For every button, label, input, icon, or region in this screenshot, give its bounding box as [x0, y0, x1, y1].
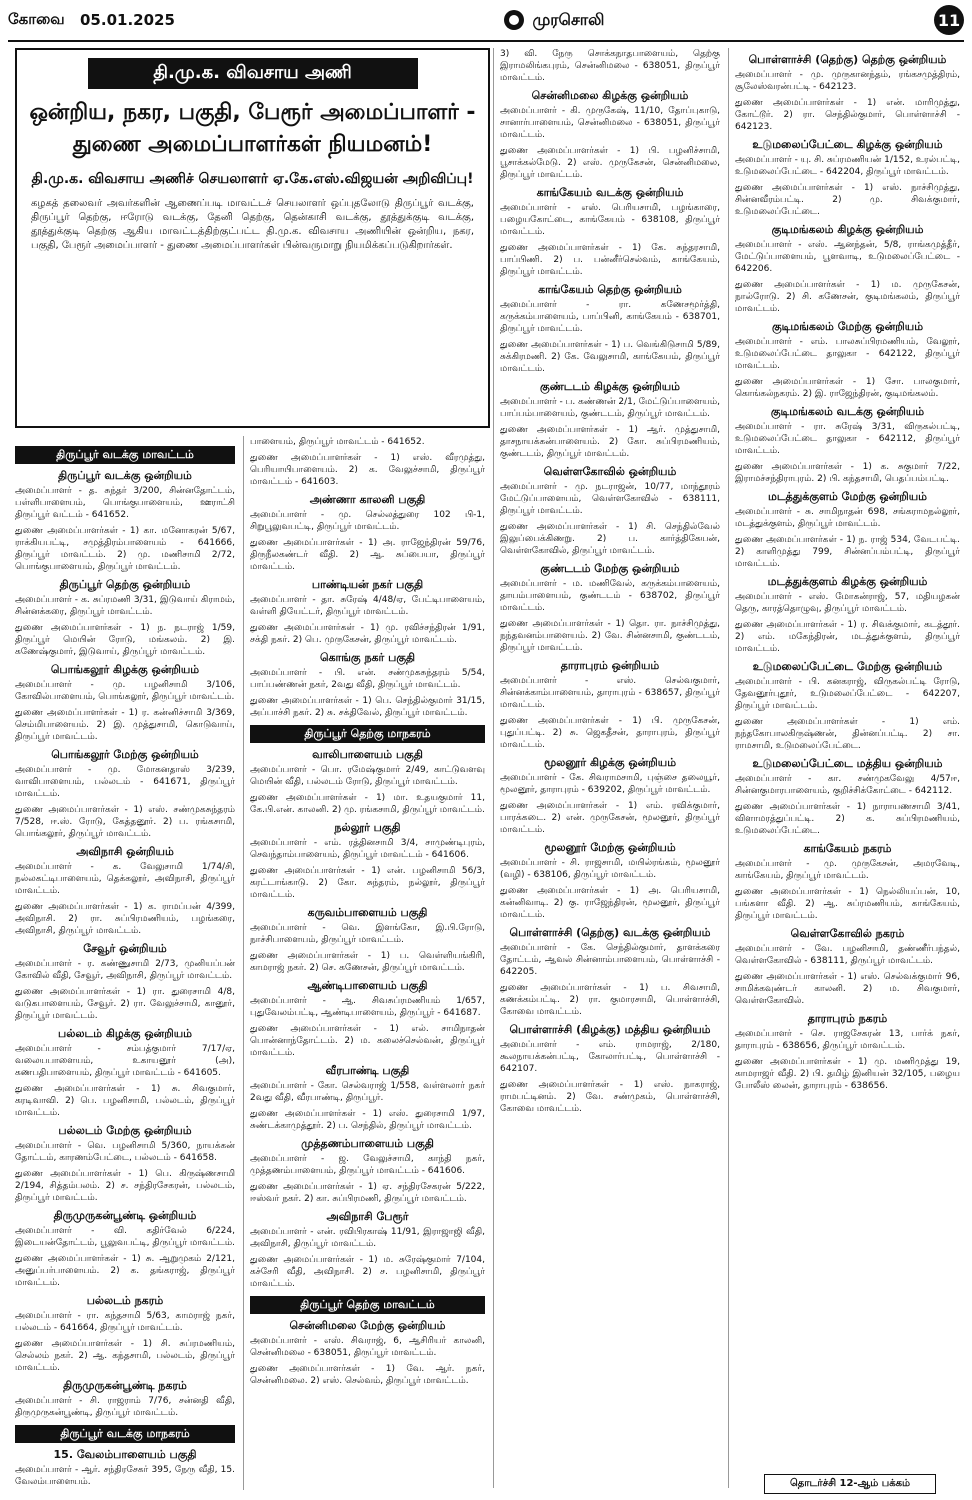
section-heading: குடிமங்கலம் மேற்கு ஒன்றியம் — [771, 320, 924, 333]
section-heading: வெள்ளகோவில் நகரம் — [790, 927, 905, 940]
section-heading: பொள்ளாச்சி (தெற்கு) வடக்கு ஒன்றியம் — [509, 926, 711, 939]
paragraph: துணை அமைப்பாளர்கள் - 1) சு. ஆறுமுகம் 2/121, அனுப்பர்பாளையம். 2) க. தங்கராஜ், திருப்பூர் மாவட்டம். — [15, 1254, 235, 1288]
paragraph: அமைப்பாளர் - சி. ராஜராம் 7/76, சன்னதி வீதி, திருமுருகன்பூண்டி, திருப்பூர் மாவட்டம். — [15, 1396, 235, 1418]
paragraph: அமைப்பாளர் - ஜ. வேலுச்சாமி, காந்தி நகர், முத்தணம்பாளையம், திருப்பூர் மாவட்டம் - 641606. — [250, 1154, 485, 1176]
paragraph: அமைப்பாளர் - கா. சண்முகவேலு 4/57ஈ, சின்னகுமாரபாளையம், குறிச்சிக்கோட்டை - 642112. — [735, 774, 960, 796]
masthead-brand — [504, 10, 604, 31]
column-4 — [735, 48, 960, 1096]
paragraph: அமைப்பாளர் - கி. முருகேஷ், 11/10, தோப்புகாடு, சானார்பாளையம், சென்னிமலை - 638051, திருப்பூர் மாவட்டம். — [500, 106, 720, 140]
paragraph: அமைப்பாளர் - கே. செந்தில்குமார், தாளக்கரை தோட்டம், ஆவல் சின்னாம்பாளையம், பொள்ளாச்சி - 642205. — [500, 943, 720, 977]
paragraph: அமைப்பாளர் - ஆர். சந்திரசேகர் 395, நேரு வீதி, 15. வேலம்பாளையம். — [15, 1465, 235, 1487]
section-heading: திருப்பூர் வடக்கு ஒன்றியம் — [58, 469, 192, 482]
paragraph: அமைப்பாளர் - எஸ். செல்வகுமார், சின்னக்காம்பாளையம், தாராபுரம் - 638657, திருப்பூர் மாவட்டம். — [500, 676, 720, 710]
wing-title: தி.மு.க. விவசாய அணி — [88, 58, 418, 89]
masthead — [8, 0, 964, 42]
paragraph: துணை அமைப்பாளர்கள் - 1) ர. கன்னிச்சாமி 3/369, செம்மிபாளையம். 2) இ. முத்துசாமி, கொடுவாய், திருப்பூர் மாவட்டம். — [15, 708, 235, 742]
section-heading: பொள்ளாச்சி (தெற்கு) தெற்கு ஒன்றியம் — [748, 53, 947, 66]
section-heading: மடத்துக்குளம் கிழக்கு ஒன்றியம் — [767, 575, 928, 588]
paragraph: துணை அமைப்பாளர்கள் - 1) ரா. துரைசாமி 4/8, வடுகபாளையம், சேவூர். 2) ரா. வேலுச்சாமி, கானூர், திருப்பூர் மாவட்டம். — [15, 987, 235, 1021]
section-heading: தாராபுரம் நகரம் — [807, 1012, 888, 1025]
column-divider — [243, 436, 244, 1490]
section-heading: மூலனூர் கிழக்கு ஒன்றியம் — [543, 756, 677, 769]
section-heading: குடிமங்கலம் வடக்கு ஒன்றியம் — [770, 405, 925, 418]
paragraph: துணை அமைப்பாளர்கள் - 1) ம. முருகேசன், நால்ரோடு. 2) சி. கணேசன், குடிமங்கலம், திருப்பூர் மாவட்டம். — [735, 280, 960, 314]
paragraph: அமைப்பாளர் - ம. மணிவேல், கருக்கம்பாளையம், தாயம்பாளையம், குண்டடம் - 638702, திருப்பூர் மாவட்டம். — [500, 579, 720, 613]
paragraph: அமைப்பாளர் - வே. பழனிசாமி, தண்ணீர்பந்தல், வெள்ளகோவில் - 638111, திருப்பூர் மாவட்டம். — [735, 944, 960, 966]
section-heading: சென்னிமலை கிழக்கு ஒன்றியம் — [531, 89, 689, 102]
paragraph: துணை அமைப்பாளர்கள் - 1) எம். ரவிக்குமார், பாரக்கடை. 2) என். முருகேசன், மூலனூர், திருப்பூர் மாவட்டம். — [500, 801, 720, 835]
section-heading: பல்லடம் நகரம் — [86, 1294, 164, 1307]
page-number: 11 — [934, 5, 964, 35]
paragraph: அமைப்பாளர் - வி. கதிர்வேல் 6/224, இடையன்தோட்டம், பூலுவபட்டி, திருப்பூர் மாவட்டம். — [15, 1226, 235, 1248]
lead-paragraph: கழகத் தலைவர் அவர்களின் ஆணைப்படி மாவட்டச் செயலாளர் ஒப்புதலோடு திருப்பூர் வடக்கு, திருப்பூர் தெற்கு, ஈரோடு வடக்கு, தேனி தெற்கு, தென்காசி வடக்கு, தூத்துக்குடி வடக்கு, தூத்துக்குடி தெற்கு ஆகிய மாவட்டத்திற்குட்பட்ட தி.மு.க. விவசாய அணியின் ஒன்றிய, நகர, பகுதி, பேரூர் அமைப்பாளர் - துணை அமைப்பாளர்கள் பின்வருமாறு நியமிக்கப்படுகிறார்கள். — [31, 198, 474, 251]
paragraph: துணை அமைப்பாளர்கள் - 1) எஸ். சண்முகசுந்தரம் 7/528, ஈ.ஸ். ரோடு, கேத்தனூர். 2) ப. ரங்கசாமி, பொங்கலூர், திருப்பூர் மாவட்டம். — [15, 805, 235, 839]
paragraph: துணை அமைப்பாளர்கள் - 1) எல். சாமிநாதன் பொன்னாந்தோட்டம். 2) ம. கலைச்செல்வன், திருப்பூர் மாவட்டம். — [250, 1024, 485, 1058]
paragraph: அமைப்பாளர் - மு. பழனிசாமி 3/106, கோவில்பாளையம், பொங்கலூர், திருப்பூர் மாவட்டம். — [15, 680, 235, 702]
brand-name: முரசொலி — [532, 9, 605, 29]
masthead-city: கோவை — [8, 10, 65, 28]
section-heading: வெள்ளகோவில் ஒன்றியம் — [543, 465, 677, 478]
paper-logo-icon — [504, 10, 524, 30]
paragraph: துணை அமைப்பாளர்கள் - 1) ஆர். முத்துசாமி, தாசநாயக்கன்பாளையம். 2) கோ. சுப்பிரமணியம், குண்டடம், திருப்பூர் மாவட்டம். — [500, 425, 720, 459]
paragraph: அமைப்பாளர் - சு. சாமிநாதன் 698, சங்கராமநல்லூர், மடத்துக்குளம், திருப்பூர் மாவட்டம். — [735, 507, 960, 529]
paragraph: துணை அமைப்பாளர்கள் - 1) அ. பெரியசாமி, கன்னிவாடி. 2) கு. ராஜேந்திரன், மூலனூர், திருப்பூர் மாவட்டம். — [500, 886, 720, 920]
section-heading: குடிமங்கலம் கிழக்கு ஒன்றியம் — [771, 223, 924, 236]
section-heading: உடுமலைப்பேட்டை மேற்கு ஒன்றியம் — [752, 660, 943, 673]
paragraph: துணை அமைப்பாளர்கள் - 1) எஸ். துரைசாமி 1/97, சுண்டக்காமுத்தூர். 2) ப. செந்தில், திருப்பூர் மாவட்டம். — [250, 1109, 485, 1131]
district-heading: திருப்பூர் தெற்கு மாவட்டம் — [250, 1296, 485, 1314]
paragraph: துணை அமைப்பாளர்கள் - 1) சி. சுப்ரமணியம், செல்லம் நகர். 2) ஆ. கந்தசாமி, பல்லடம், திருப்பூர் மாவட்டம். — [15, 1339, 235, 1373]
paragraph: அமைப்பாளர் - வெ. இளங்கோ, இ.பி.ரோடு, நாச்சிபாளையம், திருப்பூர் மாவட்டம். — [250, 923, 485, 945]
section-heading: வாலிபாளையம் பகுதி — [312, 748, 423, 761]
paragraph: துணை அமைப்பாளர்கள் - 1) அ. ராஜேந்திரன் 59/76, திருநீலகண்டர் வீதி. 2) ஆ. சுப்பையா, திருப்பூர் மாவட்டம். — [250, 538, 485, 572]
paragraph: அமைப்பாளர் - யு. சி. சுப்ரமணியன் 1/152, உரல்பட்டி, உடுமலைப்பேட்டை - 642204, திருப்பூர் மாவட்டம். — [735, 155, 960, 177]
section-heading: கருவம்பாளையம் பகுதி — [307, 906, 428, 919]
section-heading: காங்கேயம் வடக்கு ஒன்றியம் — [536, 186, 684, 199]
section-heading: காங்கேயம் தெற்கு ஒன்றியம் — [538, 283, 682, 296]
section-heading: பொள்ளாச்சி (கிழக்கு) மத்திய ஒன்றியம் — [509, 1023, 711, 1036]
paragraph: துணை அமைப்பாளர்கள் - 1) ந. ராஜ் 534, வேடபட்டி. 2) காளிமுத்து 799, சின்னப்பம்பட்டி, திருப்பூர் மாவட்டம். — [735, 535, 960, 569]
paragraph: பாளையம், திருப்பூர் மாவட்டம் - 641652. — [250, 437, 425, 447]
paragraph: அமைப்பாளர் - சம்பத்குமார் 7/17/ஏ, வலையபாளையம், உகாயனூர் (அ), கணபதிபாளையம், திருப்பூர் மாவட்டம் - 641605. — [15, 1044, 235, 1078]
column-3 — [500, 48, 720, 1119]
section-heading: காங்கேயம் நகரம் — [803, 842, 892, 855]
main-headline-line2: துணை அமைப்பாளர்கள் நியமனம்! — [72, 132, 433, 157]
paragraph: அமைப்பாளர் - பி. என். சண்முகசுந்தரம் 5/54, பாப்பண்ணன் நகர், 2வது வீதி, திருப்பூர் மாவட்டம். — [250, 668, 485, 690]
column-2 — [250, 436, 485, 1391]
section-heading: சேவூர் ஒன்றியம் — [83, 942, 167, 955]
headline-block — [15, 48, 490, 428]
main-headline — [17, 97, 488, 161]
paragraph: துணை அமைப்பாளர்கள் - 1) ப. வெள்ளியங்கிரி, காமராஜ் நகர். 2) செ. கணேசன், திருப்பூர் மாவட்டம். — [250, 951, 485, 973]
section-heading: அவிநாசி பேரூர் — [326, 1210, 409, 1223]
paragraph: துணை அமைப்பாளர்கள் - 1) பெ. செந்தில்குமார் 31/15, அப்பாச்சி நகர். 2) சு. சக்திவேல், திருப்பூர் மாவட்டம். — [250, 696, 485, 718]
paragraph: துணை அமைப்பாளர்கள் - 1) க. சுகுமார் 7/22, இராமச்சந்திராபுரம். 2) பி. கந்தசாமி, பெதப்பம்பட்டி. — [735, 462, 960, 484]
section-heading: அண்ணா காலனி பகுதி — [309, 493, 426, 506]
section-heading: பாண்டியன் நகர் பகுதி — [311, 578, 424, 591]
section-heading: திருப்பூர் தெற்கு ஒன்றியம் — [59, 578, 191, 591]
section-heading: கொங்கு நகர் பகுதி — [319, 651, 416, 664]
paragraph: அமைப்பாளர் - ரா. கந்தசாமி 5/63, காமராஜ் நகர், பல்லடம் - 641664, திருப்பூர் மாவட்டம். — [15, 1311, 235, 1333]
paragraph: துணை அமைப்பாளர்கள் - 1) நாராயணசாமி 3/41, விளாமரத்துப்பட்டி. 2) க. சுப்பிரமணியம், உடுமலைப்பேட்டை. — [735, 802, 960, 836]
section-heading: நல்லூர் பகுதி — [334, 821, 401, 834]
section-heading: ஆண்டிபாளையம் பகுதி — [307, 979, 428, 992]
continuation-note: தொடர்ச்சி 12-ஆம் பக்கம் — [764, 1474, 936, 1494]
paragraph: அமைப்பாளர் - செ. ராஜசேகரன் 13, பார்க் நகர், தாராபுரம் - 638656, திருப்பூர் மாவட்டம். — [735, 1029, 960, 1051]
paragraph: துணை அமைப்பாளர்கள் - 1) மு. ரவிச்சந்திரன் 1/91, சக்தி நகர். 2) பெ. முருகேசன், திருப்பூர் மாவட்டம். — [250, 623, 485, 645]
paragraph: அமைப்பாளர் - பி. கனகராஜ், விருகல்பட்டி ரோடு, தேவனூர்புதூர், உடுமலைப்பேட்டை - 642207, திருப்பூர் மாவட்டம். — [735, 677, 960, 711]
paragraph: அமைப்பாளர் - வெ. பழனிசாமி 5/360, நாயக்கன் தோட்டம், காரணம்பேட்டை, பல்லடம் - 641658. — [15, 1141, 235, 1163]
paragraph: துணை அமைப்பாளர்கள் - 1) க. ராமப்பன் 4/399, அவிநாசி. 2) ரா. சுப்பிரமணியம், பழங்கரை, அவிநாசி, திருப்பூர் மாவட்டம். — [15, 902, 235, 936]
column-1 — [15, 440, 235, 1492]
section-heading: உடுமலைப்பேட்டை மத்திய ஒன்றியம் — [752, 757, 943, 770]
paragraph: துணை அமைப்பாளர்கள் - 1) பி. முருகேசன், புதுப்பட்டி. 2) சு. ஜெகதீசன், தாராபுரம், திருப்பூர் மாவட்டம். — [500, 716, 720, 750]
paragraph: துணை அமைப்பாளர்கள் - 1) என். பழனிசாமி 56/3, கரட்டாங்காடு. 2) கோ. சுந்தரம், நல்லூர், திருப்பூர் மாவட்டம். — [250, 866, 485, 900]
paragraph: அமைப்பாளர் - சி. ராஜசாமி, மயில்ரங்கம், மூலனூர் (வழி) - 638106, திருப்பூர் மாவட்டம். — [500, 858, 720, 880]
paragraph: துணை அமைப்பாளர்கள் - 1) ப. சிவசாமி, கணக்கம்பட்டி. 2) ரா. குமாரசாமி, பொள்ளாச்சி, கோவை மாவட்டம். — [500, 983, 720, 1017]
section-heading: உடுமலைப்பேட்டை கிழக்கு ஒன்றியம் — [752, 138, 943, 151]
paragraph: துணை அமைப்பாளர்கள் - 1) தொ. ரா. நாச்சிமுத்து, நந்தவனம்பாளையம். 2) வே. சின்னசாமி, குண்டடம், திருப்பூர் மாவட்டம். — [500, 619, 720, 653]
paragraph: அமைப்பாளர் - எம். ரத்தினசாமி 3/4, சாமுண்டிபுரம், செவந்தாம்பாளையம், திருப்பூர் மாவட்டம் - 641606. — [250, 838, 485, 860]
paragraph: துணை அமைப்பாளர்கள் - 1) மு. மணிமுத்து 19, காமராஜர் வீதி. 2) பி. தமிழ் இனியன் 32/105, பழைய போலீஸ் லைன், தாராபுரம் - 638656. — [735, 1057, 960, 1091]
paragraph: துணை அமைப்பாளர்கள் - 1) கே. சுந்தரசாமி, பாப்பிணி. 2) ப. பன்னீர்செல்வம், காங்கேயம், திருப்பூர் மாவட்டம். — [500, 243, 720, 277]
paragraph: துணை அமைப்பாளர்கள் - 1) கா. மனோகரன் 5/67, ராக்கியபட்டி, சமுத்திரம்பாளையம் - 641666, திருப்பூர் மாவட்டம். 2) மு. மணிசாமி 2/72, பொங்குபாளையம், திருப்பூர் மாவட்டம். — [15, 526, 235, 572]
section-heading: தாராபுரம் ஒன்றியம் — [560, 659, 660, 672]
district-heading: திருப்பூர் தெற்கு மாநகரம் — [250, 725, 485, 743]
section-heading: முத்தணம்பாளையம் பகுதி — [301, 1137, 434, 1150]
paragraph: அமைப்பாளர் - எஸ். சிவராஜ், 6, ஆசிரியர் காலனி, சென்னிமலை - 638051, திருப்பூர் மாவட்டம். — [250, 1336, 485, 1358]
paragraph: அமைப்பாளர் - ரா. கணேசமூர்த்தி, கருக்கம்பாளையம், பாப்பினி, காங்கேயம் - 638701, திருப்பூர் மாவட்டம். — [500, 300, 720, 334]
section-heading: வீரபாண்டி பகுதி — [325, 1064, 410, 1077]
paragraph: அமைப்பாளர் - பொ. ரமேஷ்குமார் 2/49, காட்டுவளவு மெயின் வீதி, பல்லடம் ரோடு, திருப்பூர் மாவட்டம். — [250, 765, 485, 787]
paragraph: துணை அமைப்பாளர்கள் - 1) எஸ். நாகராஜ், ராமபட்டினம். 2) வே. சண்முகம், பொள்ளாச்சி, கோவை மாவட்டம். — [500, 1080, 720, 1114]
paragraph: அமைப்பாளர் - எஸ். மோகன்ராஜ், 57, மதியழகன் தெரு, காரத்தொழுவு, திருப்பூர் மாவட்டம். — [735, 592, 960, 614]
paragraph: துணை அமைப்பாளர்கள் - 1) பெ. கிருஷ்ணசாமி 2/194, சித்தம்பலம். 2) ச. சந்திரசேகரன், பல்லடம், திருப்பூர் மாவட்டம். — [15, 1169, 235, 1203]
paragraph: அமைப்பாளர் - க. சுப்ரமணி 3/31, இடுவாய் கிராமம், சின்னக்கரை, திருப்பூர் மாவட்டம். — [15, 595, 235, 617]
masthead-date: 05.01.2025 — [80, 11, 175, 29]
paragraph: துணை அமைப்பாளர்கள் - 1) சு. சிவகுமார், கரடிவாவி. 2) பெ. பழனிசாமி, பல்லடம், திருப்பூர் மாவட்டம். — [15, 1084, 235, 1118]
paragraph: அமைப்பாளர் - ரா. சுரேஷ் 3/31, விருகல்பட்டி, உடுமலைப்பேட்டை தாலுகா - 642112, திருப்பூர் மாவட்டம். — [735, 422, 960, 456]
paragraph: துணை அமைப்பாளர்கள் - 1) ப. வெங்கிடுசாமி 5/89, சுக்கிரமணி. 2) கே. வேலுசாமி, காங்கேயம், திருப்பூர் மாவட்டம். — [500, 340, 720, 374]
paragraph: அமைப்பாளர் - க. வேலுசாமி 1/74/சி, நல்லகட்டிபாளையம், தெக்கலூர், அவிநாசி, திருப்பூர் மாவட்டம். — [15, 862, 235, 896]
section-heading: பொங்கலூர் மேற்கு ஒன்றியம் — [51, 748, 199, 761]
section-heading: திருமுருகன்பூண்டி ஒன்றியம் — [53, 1209, 197, 1222]
paragraph: துணை அமைப்பாளர்கள் - 1) எஸ். வீரமுத்து, பெரியாயிபாளையம். 2) க. வேலுச்சாமி, திருப்பூர் மாவட்டம் - 641603. — [250, 453, 485, 487]
paragraph: துணை அமைப்பாளர்கள் - 1) சோ. பாலகுமார், கொங்கல்நகரம். 2) இ. ராஜேந்திரன், குடிமங்கலம். — [735, 377, 960, 399]
paragraph: அமைப்பாளர் - எஸ். பெரியசாமி, பழங்காரை, பழையகோட்டை, காங்கேயம் - 638108, திருப்பூர் மாவட்டம். — [500, 203, 720, 237]
section-heading: குண்டடம் கிழக்கு ஒன்றியம் — [540, 380, 680, 393]
paragraph: துணை அமைப்பாளர்கள் - 1) என். மாரிமுத்து, கோட்டூர். 2) ரா. செந்தில்குமார், பொள்ளாச்சி - 642123. — [735, 98, 960, 132]
paragraph: அமைப்பாளர் - மு. முருகானந்தம், ரங்கசமுத்திரம், சூலேஸ்வரன்பட்டி - 642123. — [735, 70, 960, 92]
paragraph: அமைப்பாளர் - த. சுந்தர் 3/200, சின்னதோட்டம், பள்ளிபாளையம், பொங்குபாளையம், ஊராட்சி திருப்பூர் வட்டம் - 641652. — [15, 486, 235, 520]
paragraph: துணை அமைப்பாளர்கள் - 1) ம. சுரேஷ்குமார் 7/104, கச்சேரி வீதி, அவிநாசி. 2) ச. பழனிசாமி, திருப்பூர் மாவட்டம். — [250, 1255, 485, 1289]
paragraph: அமைப்பாளர் - மு. முருகேசன், அமரவேடி, காங்கேயம், திருப்பூர் மாவட்டம். — [735, 859, 960, 881]
section-heading: மூலனூர் மேற்கு ஒன்றியம் — [544, 841, 676, 854]
paragraph: அமைப்பாளர் - மு. நடராஜன், 10/77, மாந்தூரம் மேட்டுப்பாளையம், வெள்ளகோவில் - 638111, திருப்பூர் மாவட்டம். — [500, 482, 720, 516]
paragraph: அமைப்பாளர் - எம். ராமராஜ், 2/180, கூலநாயக்கன்பட்டி, கோலார்பட்டி, பொள்ளாச்சி - 642107. — [500, 1040, 720, 1074]
section-heading: பல்லடம் மேற்கு ஒன்றியம் — [58, 1124, 192, 1137]
section-heading: மடத்துக்குளம் மேற்கு ஒன்றியம் — [768, 490, 927, 503]
paragraph: அமைப்பாளர் - எஸ். ஆனந்தன், 5/8, ராங்கமுத்தீர், மேட்டுப்பாளையம், பூளவாடி, உடுமலைப்பேட்டை - 642206. — [735, 240, 960, 274]
main-headline-line1: ஒன்றிய, நகர, பகுதி, பேரூர் அமைப்பாளர் - — [29, 100, 476, 125]
sub-headline: தி.மு.க. விவசாய அணிச் செயலாளர் ஏ.கே.எஸ்.விஜயன் அறிவிப்பு! — [31, 171, 474, 187]
paragraph: அமைப்பாளர் - ஆ. சிவசுப்ரமணியம் 1/657, புதுவேலம்பட்டி, ஆண்டிபாளையம், திருப்பூர் - 641687. — [250, 996, 485, 1018]
paragraph: துணை அமைப்பாளர்கள் - 1) எஸ். நாச்சிமுத்து, சின்னவீரம்பட்டி. 2) மு. சிவக்குமார், உடுமலைப்பேட்டை. — [735, 183, 960, 217]
section-heading: பல்லடம் கிழக்கு ஒன்றியம் — [58, 1027, 192, 1040]
section-heading: 15. வேலம்பாளையம் பகுதி — [53, 1448, 197, 1461]
section-heading: சென்னிமலை மேற்கு ஒன்றியம் — [289, 1319, 446, 1332]
paragraph: துணை அமைப்பாளர்கள் - 1) பி. பழனிச்சாமி, பூசாக்கல்மேடு. 2) எஸ். முருகேசன், சென்னிமலை, திருப்பூர் மாவட்டம். — [500, 146, 720, 180]
paragraph: அமைப்பாளர் - மு. மோகனதாஸ் 3/239, வாவிபாளையம், பல்லடம் - 641671, திருப்பூர் மாவட்டம். — [15, 765, 235, 799]
paragraph: அமைப்பாளர் - தா. சுரேஷ் 4/48/ஏ, பேட்டிபாளையம், வள்ளி தியேட்டர், திருப்பூர் மாவட்டம். — [250, 595, 485, 617]
district-heading: திருப்பூர் வடக்கு மாநகரம் — [15, 1425, 235, 1443]
paragraph: துணை அமைப்பாளர்கள் - 1) வே. ஆர். நகர், சென்னிமலை. 2) எஸ். செல்வம், திருப்பூர் மாவட்டம். — [250, 1364, 485, 1386]
paragraph: துணை அமைப்பாளர்கள் - 1) ந. நடராஜ் 1/59, திருப்பூர் மெயின் ரோடு, மங்கலம். 2) இ. கணேஷ்குமார், இடுவாய், திருப்பூர் மாவட்டம். — [15, 623, 235, 657]
column-divider — [493, 48, 494, 1488]
paragraph: துணை அமைப்பாளர்கள் - 1) நெல்லியப்பன், 10, பங்களா வீதி. 2) ஆ. சுப்ரமணியம், காங்கேயம், திருப்பூர் மாவட்டம். — [735, 887, 960, 921]
paragraph: துணை அமைப்பாளர்கள் - 1) எஸ். செல்வக்குமார் 96, சாமிக்கவுண்டர் காலனி. 2) ம. சிவகுமார், வெள்ளகோவில். — [735, 972, 960, 1006]
section-heading: குண்டடம் மேற்கு ஒன்றியம் — [540, 562, 680, 575]
paragraph: அமைப்பாளர் - மு. செல்லத்துரை 102 பி-1, சிறுபூலுவபட்டி, திருப்பூர் மாவட்டம். — [250, 510, 485, 532]
paragraph: அமைப்பாளர் - கே. சிவராமசாமி, புஞ்சை தலையூர், மூலனூர், தாராபுரம் - 639202, திருப்பூர் மாவட்டம். — [500, 773, 720, 795]
paragraph: அமைப்பாளர் - என். ரவிபிரகாஷ் 11/91, இராஜாஜி வீதி, அவிநாசி, திருப்பூர் மாவட்டம். — [250, 1227, 485, 1249]
section-heading: பொங்கலூர் கிழக்கு ஒன்றியம் — [50, 663, 200, 676]
paragraph: அமைப்பாளர் - ப. கண்ணன் 2/1, மேட்டுப்பாளையம், பாப்பம்பாளையம், குண்டடம், திருப்பூர் மாவட்டம். — [500, 397, 720, 419]
paragraph: அமைப்பாளர் - எம். பாலசுப்பிரமணியம், வேலூர், உடுமலைப்பேட்டை தாலுகா - 642122, திருப்பூர் மாவட்டம். — [735, 337, 960, 371]
section-heading: அவிநாசி ஒன்றியம் — [76, 845, 174, 858]
paragraph: துணை அமைப்பாளர்கள் - 1) ஏ. சந்திரசேகரன் 5/222, ஈஸ்வர் நகர். 2) கா. சுப்பிரமணி, திருப்பூர் மாவட்டம். — [250, 1182, 485, 1204]
paragraph: துணை அமைப்பாளர்கள் - 1) எம். நந்தகோபாலகிருஷ்ணன், தின்னப்பட்டி. 2) சா. ராமசாமி, உடுமலைப்பேட்டை. — [735, 717, 960, 751]
column-divider — [728, 48, 729, 1488]
paragraph: துணை அமைப்பாளர்கள் - 1) ர. சிவக்குமார், கடத்தூர். 2) எம். மகேந்திரன், மடத்துக்குளம், திருப்பூர் மாவட்டம். — [735, 620, 960, 654]
paragraph: 3) வி. நேரு சொக்கநாதபாளையம், தெற்கு இராமலிங்கபுரம், சென்னிமலை - 638051, திருப்பூர் மாவட்டம். — [500, 49, 720, 83]
section-heading: திருமுருகன்பூண்டி நகரம் — [63, 1379, 187, 1392]
paragraph: துணை அமைப்பாளர்கள் - 1) சி. செந்தில்வேல் இலுப்பைக்கிணறு. 2) ப. கார்த்திகேயன், வெள்ளகோவில், திருப்பூர் மாவட்டம். — [500, 522, 720, 556]
paragraph: அமைப்பாளர் - ர. கண்ணுசாமி 2/73, முனியப்பன் கோவில் வீதி, சேவூர், அவிநாசி, திருப்பூர் மாவட்டம். — [15, 959, 235, 981]
paragraph: அமைப்பாளர் - கோ. செல்வராஜ் 1/558, வள்ளலார் நகர் 2வது வீதி, வீரபாண்டி, திருப்பூர். — [250, 1081, 485, 1103]
paragraph: துணை அமைப்பாளர்கள் - 1) மா. உதயகுமார் 11, கே.பி.என். காலனி. 2) மு. ரங்கசாமி, திருப்பூர் மாவட்டம். — [250, 793, 485, 815]
district-heading: திருப்பூர் வடக்கு மாவட்டம் — [15, 446, 235, 464]
